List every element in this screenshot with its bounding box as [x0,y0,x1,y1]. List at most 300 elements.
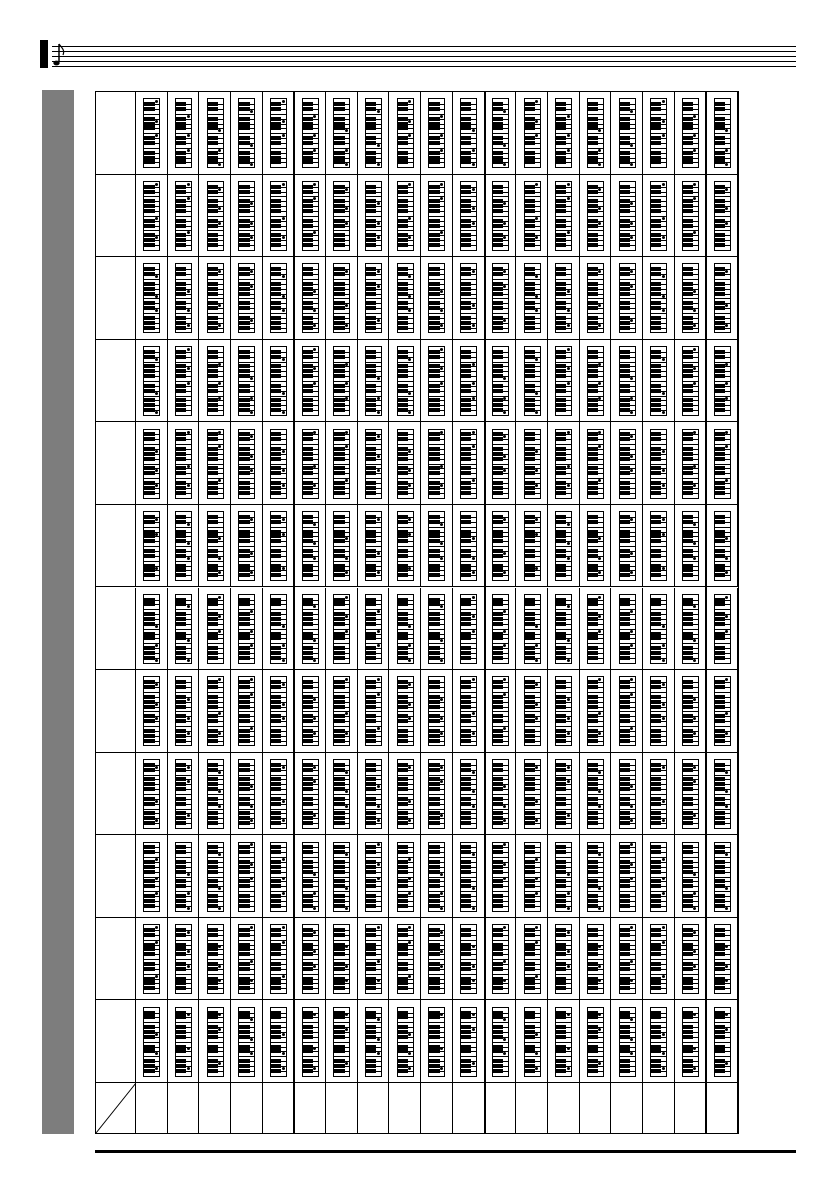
chord-cell [199,835,231,918]
keyboard-chord-diagram-icon [492,263,509,333]
chord-cell [453,918,485,1001]
keyboard-chord-diagram-icon [397,263,414,333]
chord-cell [516,918,548,1001]
chord-cell [643,670,675,753]
keyboard-chord-diagram-icon [460,842,477,912]
keyboard-chord-diagram-icon [175,98,192,168]
keyboard-chord-diagram-icon [682,842,699,912]
row-header-cell [96,918,136,1001]
group-divider [705,92,707,1133]
keyboard-chord-diagram-icon [428,759,445,829]
chord-cell [326,175,358,258]
chord-cell [358,505,390,588]
chord-cell [421,422,453,505]
chord-cell [231,670,263,753]
keyboard-chord-diagram-icon [714,759,731,829]
keyboard-chord-diagram-icon [302,263,319,333]
chord-cell [706,92,738,175]
keyboard-chord-diagram-icon [175,346,192,416]
keyboard-chord-diagram-icon [714,98,731,168]
chord-cell [643,340,675,423]
column-header-cell [294,1083,326,1133]
keyboard-chord-diagram-icon [587,759,604,829]
keyboard-chord-diagram-icon [428,346,445,416]
group-divider [293,92,295,1133]
chord-cell [231,340,263,423]
chord-cell [580,175,612,258]
chord-cell [294,340,326,423]
chord-cell [326,92,358,175]
chord-cell [611,753,643,836]
chord-cell [421,340,453,423]
row-header-cell [96,175,136,258]
keyboard-chord-diagram-icon [619,511,636,581]
keyboard-chord-diagram-icon [397,676,414,746]
corner-cell [96,1083,136,1133]
chord-cell [168,918,200,1001]
keyboard-chord-diagram-icon [270,924,287,994]
keyboard-chord-diagram-icon [207,759,224,829]
keyboard-chord-diagram-icon [207,181,224,251]
chord-cell [231,92,263,175]
chord-cell [485,670,517,753]
keyboard-chord-diagram-icon [650,842,667,912]
chord-cell [389,753,421,836]
keyboard-chord-diagram-icon [650,759,667,829]
chord-cell [136,257,168,340]
keyboard-chord-diagram-icon [207,924,224,994]
keyboard-chord-diagram-icon [175,842,192,912]
chord-cell [485,753,517,836]
chord-cell [294,422,326,505]
keyboard-chord-diagram-icon [270,181,287,251]
chord-cell [453,340,485,423]
row-header-cell [96,92,136,175]
keyboard-chord-diagram-icon [397,924,414,994]
keyboard-chord-diagram-icon [143,842,160,912]
column-header-cell [168,1083,200,1133]
chord-cell [136,340,168,423]
chord-cell [643,1000,675,1083]
chord-cell [358,588,390,671]
chord-cell [485,340,517,423]
chord-cell [231,505,263,588]
keyboard-chord-diagram-icon [428,676,445,746]
keyboard-chord-diagram-icon [650,1007,667,1077]
chord-cell [643,92,675,175]
keyboard-chord-diagram-icon [302,98,319,168]
chord-cell [263,340,295,423]
chord-cell [485,92,517,175]
chord-cell [326,835,358,918]
keyboard-chord-diagram-icon [460,346,477,416]
chord-cell [231,422,263,505]
chord-cell [643,505,675,588]
keyboard-chord-diagram-icon [365,842,382,912]
chord-cell [326,918,358,1001]
chord-cell [326,588,358,671]
chord-cell [706,753,738,836]
chord-cell [389,670,421,753]
chord-cell [548,753,580,836]
keyboard-chord-diagram-icon [238,511,255,581]
keyboard-chord-diagram-icon [619,181,636,251]
chord-cell [453,175,485,258]
keyboard-chord-diagram-icon [175,429,192,499]
keyboard-chord-diagram-icon [333,181,350,251]
keyboard-chord-diagram-icon [460,181,477,251]
keyboard-chord-diagram-icon [524,1007,541,1077]
keyboard-chord-diagram-icon [333,594,350,664]
keyboard-chord-diagram-icon [333,759,350,829]
chord-cell [358,92,390,175]
keyboard-chord-diagram-icon [555,759,572,829]
keyboard-chord-diagram-icon [619,594,636,664]
keyboard-chord-diagram-icon [270,1007,287,1077]
column-header-cell [326,1083,358,1133]
chord-cell [453,753,485,836]
keyboard-chord-diagram-icon [682,511,699,581]
keyboard-chord-diagram-icon [460,1007,477,1077]
keyboard-chord-diagram-icon [270,676,287,746]
chord-cell [231,257,263,340]
chord-cell [643,835,675,918]
chord-cell [611,340,643,423]
chord-cell [421,1000,453,1083]
chord-cell [263,835,295,918]
chord-cell [453,257,485,340]
chord-cell [643,753,675,836]
side-band [42,90,74,1134]
keyboard-chord-diagram-icon [333,842,350,912]
keyboard-chord-diagram-icon [492,346,509,416]
chord-cell [136,422,168,505]
chord-cell [485,918,517,1001]
chord-cell [485,505,517,588]
keyboard-chord-diagram-icon [238,263,255,333]
chord-cell [580,835,612,918]
chord-cell [294,175,326,258]
chord-cell [389,175,421,258]
chord-cell [136,175,168,258]
chord-cell [421,588,453,671]
chord-cell [421,257,453,340]
chord-cell [516,753,548,836]
keyboard-chord-diagram-icon [524,676,541,746]
chord-cell [675,835,707,918]
keyboard-chord-diagram-icon [555,924,572,994]
chord-cell [548,918,580,1001]
chord-cell [580,340,612,423]
chord-cell [326,505,358,588]
keyboard-chord-diagram-icon [555,1007,572,1077]
keyboard-chord-diagram-icon [333,924,350,994]
chord-cell [358,918,390,1001]
chord-cell [136,1000,168,1083]
chord-cell [168,835,200,918]
row-header-cell [96,340,136,423]
keyboard-chord-diagram-icon [302,181,319,251]
chord-cell [611,1000,643,1083]
keyboard-chord-diagram-icon [492,98,509,168]
chord-cell [485,1000,517,1083]
keyboard-chord-diagram-icon [555,263,572,333]
column-header-cell [421,1083,453,1133]
keyboard-chord-diagram-icon [492,1007,509,1077]
keyboard-chord-diagram-icon [143,759,160,829]
keyboard-chord-diagram-icon [143,263,160,333]
keyboard-chord-diagram-icon [397,759,414,829]
keyboard-chord-diagram-icon [175,594,192,664]
chord-cell [168,175,200,258]
keyboard-chord-diagram-icon [587,842,604,912]
chord-cell [485,257,517,340]
keyboard-chord-diagram-icon [587,511,604,581]
chord-cell [516,670,548,753]
chord-cell [389,835,421,918]
chord-cell [358,257,390,340]
chord-cell [548,588,580,671]
keyboard-chord-diagram-icon [270,759,287,829]
chord-cell [389,588,421,671]
chord-cell [675,588,707,671]
column-header-cell [231,1083,263,1133]
chord-cell [199,918,231,1001]
keyboard-chord-diagram-icon [207,676,224,746]
chord-cell [580,257,612,340]
chord-cell [485,835,517,918]
keyboard-chord-diagram-icon [682,429,699,499]
keyboard-chord-diagram-icon [555,511,572,581]
chord-cell [453,92,485,175]
chord-cell [168,670,200,753]
keyboard-chord-diagram-icon [302,842,319,912]
chord-cell [294,505,326,588]
row-header-cell [96,588,136,671]
chord-cell [231,835,263,918]
chord-cell [675,422,707,505]
column-header-cell [358,1083,390,1133]
chord-cell [136,918,168,1001]
keyboard-chord-diagram-icon [682,346,699,416]
keyboard-chord-diagram-icon [714,263,731,333]
column-header-cell [580,1083,612,1133]
keyboard-chord-diagram-icon [397,842,414,912]
chord-cell [453,505,485,588]
row-header-cell [96,505,136,588]
chord-cell [580,588,612,671]
keyboard-chord-diagram-icon [333,429,350,499]
chord-cell [580,670,612,753]
keyboard-chord-diagram-icon [492,842,509,912]
keyboard-chord-diagram-icon [492,429,509,499]
chord-cell [199,340,231,423]
keyboard-chord-diagram-icon [619,346,636,416]
keyboard-chord-diagram-icon [619,676,636,746]
keyboard-chord-diagram-icon [714,594,731,664]
chord-cell [611,505,643,588]
keyboard-chord-diagram-icon [587,346,604,416]
chord-cell [263,670,295,753]
keyboard-chord-diagram-icon [365,1007,382,1077]
keyboard-chord-diagram-icon [619,924,636,994]
keyboard-chord-diagram-icon [365,594,382,664]
keyboard-chord-diagram-icon [397,429,414,499]
keyboard-chord-diagram-icon [302,676,319,746]
keyboard-chord-diagram-icon [460,594,477,664]
keyboard-chord-diagram-icon [270,263,287,333]
chord-cell [389,918,421,1001]
chord-cell [231,918,263,1001]
column-header-cell [199,1083,231,1133]
chord-cell [136,670,168,753]
row-header-cell [96,835,136,918]
keyboard-chord-diagram-icon [587,1007,604,1077]
keyboard-chord-diagram-icon [524,263,541,333]
keyboard-chord-diagram-icon [492,924,509,994]
chord-cell [706,918,738,1001]
chord-cell [706,588,738,671]
keyboard-chord-diagram-icon [207,98,224,168]
keyboard-chord-diagram-icon [302,511,319,581]
keyboard-chord-diagram-icon [428,842,445,912]
keyboard-chord-diagram-icon [555,429,572,499]
keyboard-chord-diagram-icon [714,924,731,994]
chord-cell [231,175,263,258]
chord-cell [199,175,231,258]
chord-cell [199,670,231,753]
keyboard-chord-diagram-icon [460,924,477,994]
keyboard-chord-diagram-icon [365,511,382,581]
keyboard-chord-diagram-icon [587,594,604,664]
keyboard-chord-diagram-icon [682,1007,699,1077]
keyboard-chord-diagram-icon [333,263,350,333]
keyboard-chord-diagram-icon [397,594,414,664]
keyboard-chord-diagram-icon [587,98,604,168]
chord-cell [675,92,707,175]
keyboard-chord-diagram-icon [492,676,509,746]
keyboard-chord-diagram-icon [460,429,477,499]
keyboard-chord-diagram-icon [492,594,509,664]
chord-cell [516,422,548,505]
keyboard-chord-diagram-icon [270,98,287,168]
chord-cell [199,422,231,505]
chord-cell [199,588,231,671]
column-header-cell [706,1083,738,1133]
chord-cell [675,753,707,836]
keyboard-chord-diagram-icon [460,263,477,333]
chord-cell [263,422,295,505]
keyboard-chord-diagram-icon [175,1007,192,1077]
keyboard-chord-diagram-icon [333,676,350,746]
chord-cell [611,175,643,258]
keyboard-chord-diagram-icon [682,263,699,333]
chord-cell [675,1000,707,1083]
keyboard-chord-diagram-icon [524,594,541,664]
column-header-cell [611,1083,643,1133]
chord-cell [453,588,485,671]
chord-cell [294,257,326,340]
keyboard-chord-diagram-icon [143,676,160,746]
keyboard-chord-diagram-icon [207,429,224,499]
chord-cell [453,670,485,753]
keyboard-chord-diagram-icon [428,181,445,251]
keyboard-chord-diagram-icon [460,759,477,829]
keyboard-chord-diagram-icon [270,842,287,912]
chord-cell [389,257,421,340]
keyboard-chord-diagram-icon [143,594,160,664]
chord-cell [136,588,168,671]
chord-cell [516,92,548,175]
chord-cell [580,505,612,588]
keyboard-chord-diagram-icon [238,842,255,912]
chord-cell [263,588,295,671]
chord-cell [168,257,200,340]
chord-cell [294,92,326,175]
chord-cell [263,505,295,588]
chord-cell [611,918,643,1001]
keyboard-chord-diagram-icon [365,98,382,168]
chord-cell [294,753,326,836]
keyboard-chord-diagram-icon [238,1007,255,1077]
keyboard-chord-diagram-icon [143,511,160,581]
chord-cell [643,422,675,505]
keyboard-chord-diagram-icon [207,842,224,912]
chord-cell [453,422,485,505]
chord-cell [358,753,390,836]
column-header-cell [136,1083,168,1133]
keyboard-chord-diagram-icon [397,346,414,416]
keyboard-chord-diagram-icon [397,98,414,168]
keyboard-chord-diagram-icon [555,594,572,664]
keyboard-chord-diagram-icon [270,429,287,499]
chord-cell [643,588,675,671]
keyboard-chord-diagram-icon [524,842,541,912]
chord-cell [136,92,168,175]
chord-cell [548,257,580,340]
chord-cell [168,753,200,836]
chord-cell [326,753,358,836]
chord-cell [706,835,738,918]
keyboard-chord-diagram-icon [650,429,667,499]
keyboard-chord-diagram-icon [270,346,287,416]
chord-cell [358,670,390,753]
keyboard-chord-diagram-icon [302,429,319,499]
chord-cell [326,1000,358,1083]
chord-cell [706,175,738,258]
keyboard-chord-diagram-icon [682,181,699,251]
keyboard-chord-diagram-icon [587,263,604,333]
chord-cell [611,588,643,671]
keyboard-chord-diagram-icon [460,98,477,168]
column-header-cell [516,1083,548,1133]
chord-cell [611,835,643,918]
chord-cell [389,340,421,423]
keyboard-chord-diagram-icon [143,346,160,416]
chord-cell [421,92,453,175]
chord-cell [326,340,358,423]
row-header-cell [96,670,136,753]
keyboard-chord-diagram-icon [175,676,192,746]
row-header-cell [96,753,136,836]
keyboard-chord-diagram-icon [302,346,319,416]
keyboard-chord-diagram-icon [650,263,667,333]
keyboard-chord-diagram-icon [524,511,541,581]
chord-cell [136,505,168,588]
column-header-cell [675,1083,707,1133]
chord-cell [706,340,738,423]
keyboard-chord-diagram-icon [428,1007,445,1077]
